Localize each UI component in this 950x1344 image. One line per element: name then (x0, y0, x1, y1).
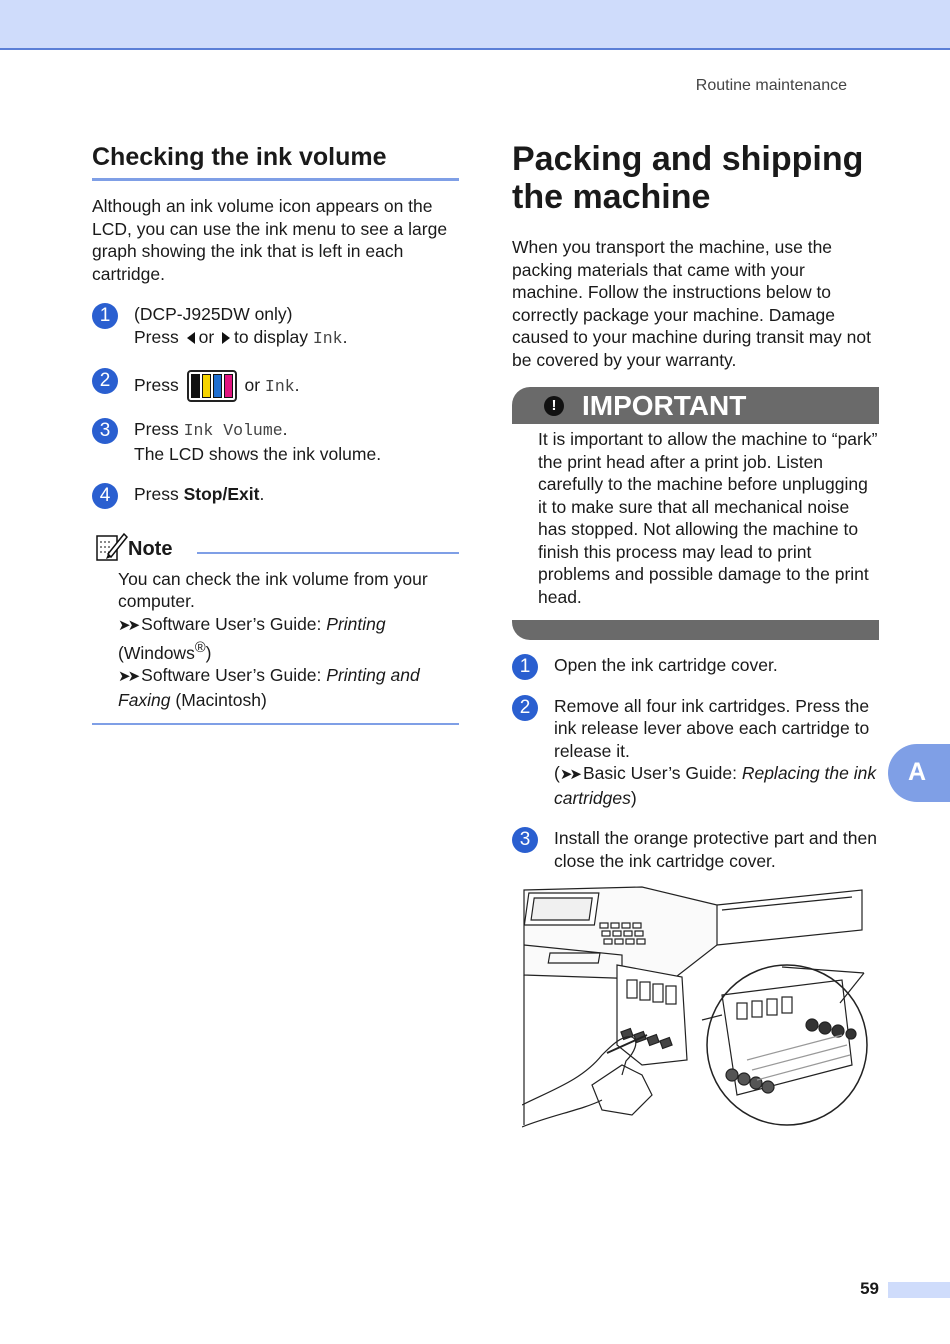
press-word: Press (134, 419, 179, 439)
double-arrow-icon: ➤➤ (118, 616, 138, 634)
printer-cartridge-illustration (522, 885, 868, 1130)
ink-cyan-swatch (213, 374, 222, 398)
ink-button-icon (187, 370, 237, 402)
important-title: IMPORTANT (582, 390, 747, 421)
press-word: Press (134, 375, 179, 395)
ink-yellow-swatch (202, 374, 211, 398)
close-paren: ) (205, 642, 212, 663)
note-header (92, 534, 459, 564)
press-word: Press (134, 484, 179, 504)
step-number: 4 (92, 483, 118, 509)
ink-black-swatch (191, 374, 200, 398)
ink-volume-intro: Although an ink volume icon appears on the LCD, you can use the ink menu to see a large graph showing the ink that is left in each cartridge. (92, 196, 448, 284)
guide-link-printing[interactable]: Printing (326, 613, 386, 634)
page-number-bar (888, 1282, 950, 1298)
important-footer (512, 620, 879, 640)
close-paren: ) (630, 787, 637, 808)
to-display-word: to display (234, 326, 308, 347)
page-number: 59 (860, 1279, 879, 1298)
lcd-menu-ink-volume: Ink Volume (183, 421, 283, 440)
pack-step-1 (512, 654, 879, 677)
step-line (134, 326, 459, 351)
step-number: 1 (512, 654, 538, 680)
note-end-rule (92, 723, 459, 725)
ink-step-1 (92, 303, 459, 350)
pack-step-3 (512, 827, 879, 872)
registered-mark: ® (194, 640, 206, 656)
guide-link-replacing-cartridges[interactable]: Replacing the ink cartridges (554, 763, 877, 808)
ink-magenta-swatch (224, 374, 233, 398)
note-pencil-icon (94, 530, 128, 562)
os-name: (Windows (118, 642, 195, 663)
period: . (282, 419, 288, 439)
ink-step-3 (92, 418, 459, 465)
note-ref-windows (118, 613, 459, 638)
top-header-band (0, 0, 950, 50)
step-text: Install the orange protective part and then close the ink cartridge cover. (554, 828, 877, 871)
step-number: 2 (512, 695, 538, 721)
ink-step-2 (92, 368, 459, 404)
step-text: Open the ink cartridge cover. (554, 655, 778, 675)
important-header (512, 387, 879, 424)
ref-prefix: Basic User’s Guide: (582, 763, 742, 783)
important-text: It is important to allow the machine to “park” the print head after a print job. Listen carefully to the machine before unplugging it to make sure that all mechanical noise has stopped. Not allowing the machine to finish this process may lead to print problems and possible damage to the print head. (538, 429, 878, 607)
note-text: You can check the ink volume from your computer. (118, 568, 428, 611)
stop-exit-key: Stop/Exit (183, 484, 260, 504)
step-line: The LCD shows the ink volume. (134, 443, 382, 464)
lcd-menu-ink: Ink (264, 377, 295, 396)
appendix-tab (888, 744, 950, 802)
left-arrow-icon (187, 332, 195, 344)
appendix-tab-letter: A (908, 758, 927, 786)
period: . (342, 326, 348, 347)
step-line (134, 418, 459, 443)
left-column (92, 140, 459, 725)
ink-step-4 (92, 483, 459, 506)
step-number: 3 (92, 418, 118, 444)
step-number: 3 (512, 827, 538, 853)
section-heading-packing: Packing and shipping the machine (512, 140, 864, 216)
press-word: Press (134, 326, 179, 347)
open-paren: ( (554, 763, 560, 783)
ref-prefix: Software User’s Guide: (141, 665, 327, 686)
or-word: or (198, 326, 215, 347)
running-header: Routine maintenance (695, 77, 847, 94)
step-ref (554, 762, 879, 809)
right-column (512, 140, 879, 872)
note-rule (197, 552, 459, 554)
period: . (294, 375, 300, 395)
note-body (92, 568, 459, 712)
packing-intro: When you transport the machine, use the packing materials that came with your machine. Follow the instructions below to correctly package your machine. Damage caused to your machine during transit may not be covered by your warranty. (512, 237, 871, 370)
right-arrow-icon (222, 332, 230, 344)
note-title: Note (128, 537, 173, 560)
ref-suffix: (Macintosh) (170, 689, 267, 710)
double-arrow-icon: ➤➤ (118, 668, 138, 686)
guide-link-printing-faxing[interactable]: Printing and Faxing (118, 665, 420, 710)
note-ref-windows-os (118, 637, 459, 664)
step-line: (DCP-J925DW only) (134, 304, 293, 324)
double-arrow-icon: ➤➤ (559, 766, 579, 783)
pack-step-2 (512, 695, 879, 810)
note-ref-mac (118, 664, 459, 711)
step-line (134, 368, 459, 404)
step-number: 2 (92, 368, 118, 394)
step-number: 1 (92, 303, 118, 329)
exclamation-icon: ! (544, 396, 564, 416)
section-heading-ink-volume: Checking the ink volume (92, 140, 459, 181)
lcd-menu-ink: Ink (312, 328, 343, 348)
step-line (134, 483, 459, 506)
period: . (259, 484, 265, 504)
step-text: Remove all four ink cartridges. Press the ink release lever above each cartridge to release it. (554, 695, 870, 761)
ref-prefix: Software User’s Guide: (141, 613, 327, 634)
or-word: or (244, 375, 261, 395)
